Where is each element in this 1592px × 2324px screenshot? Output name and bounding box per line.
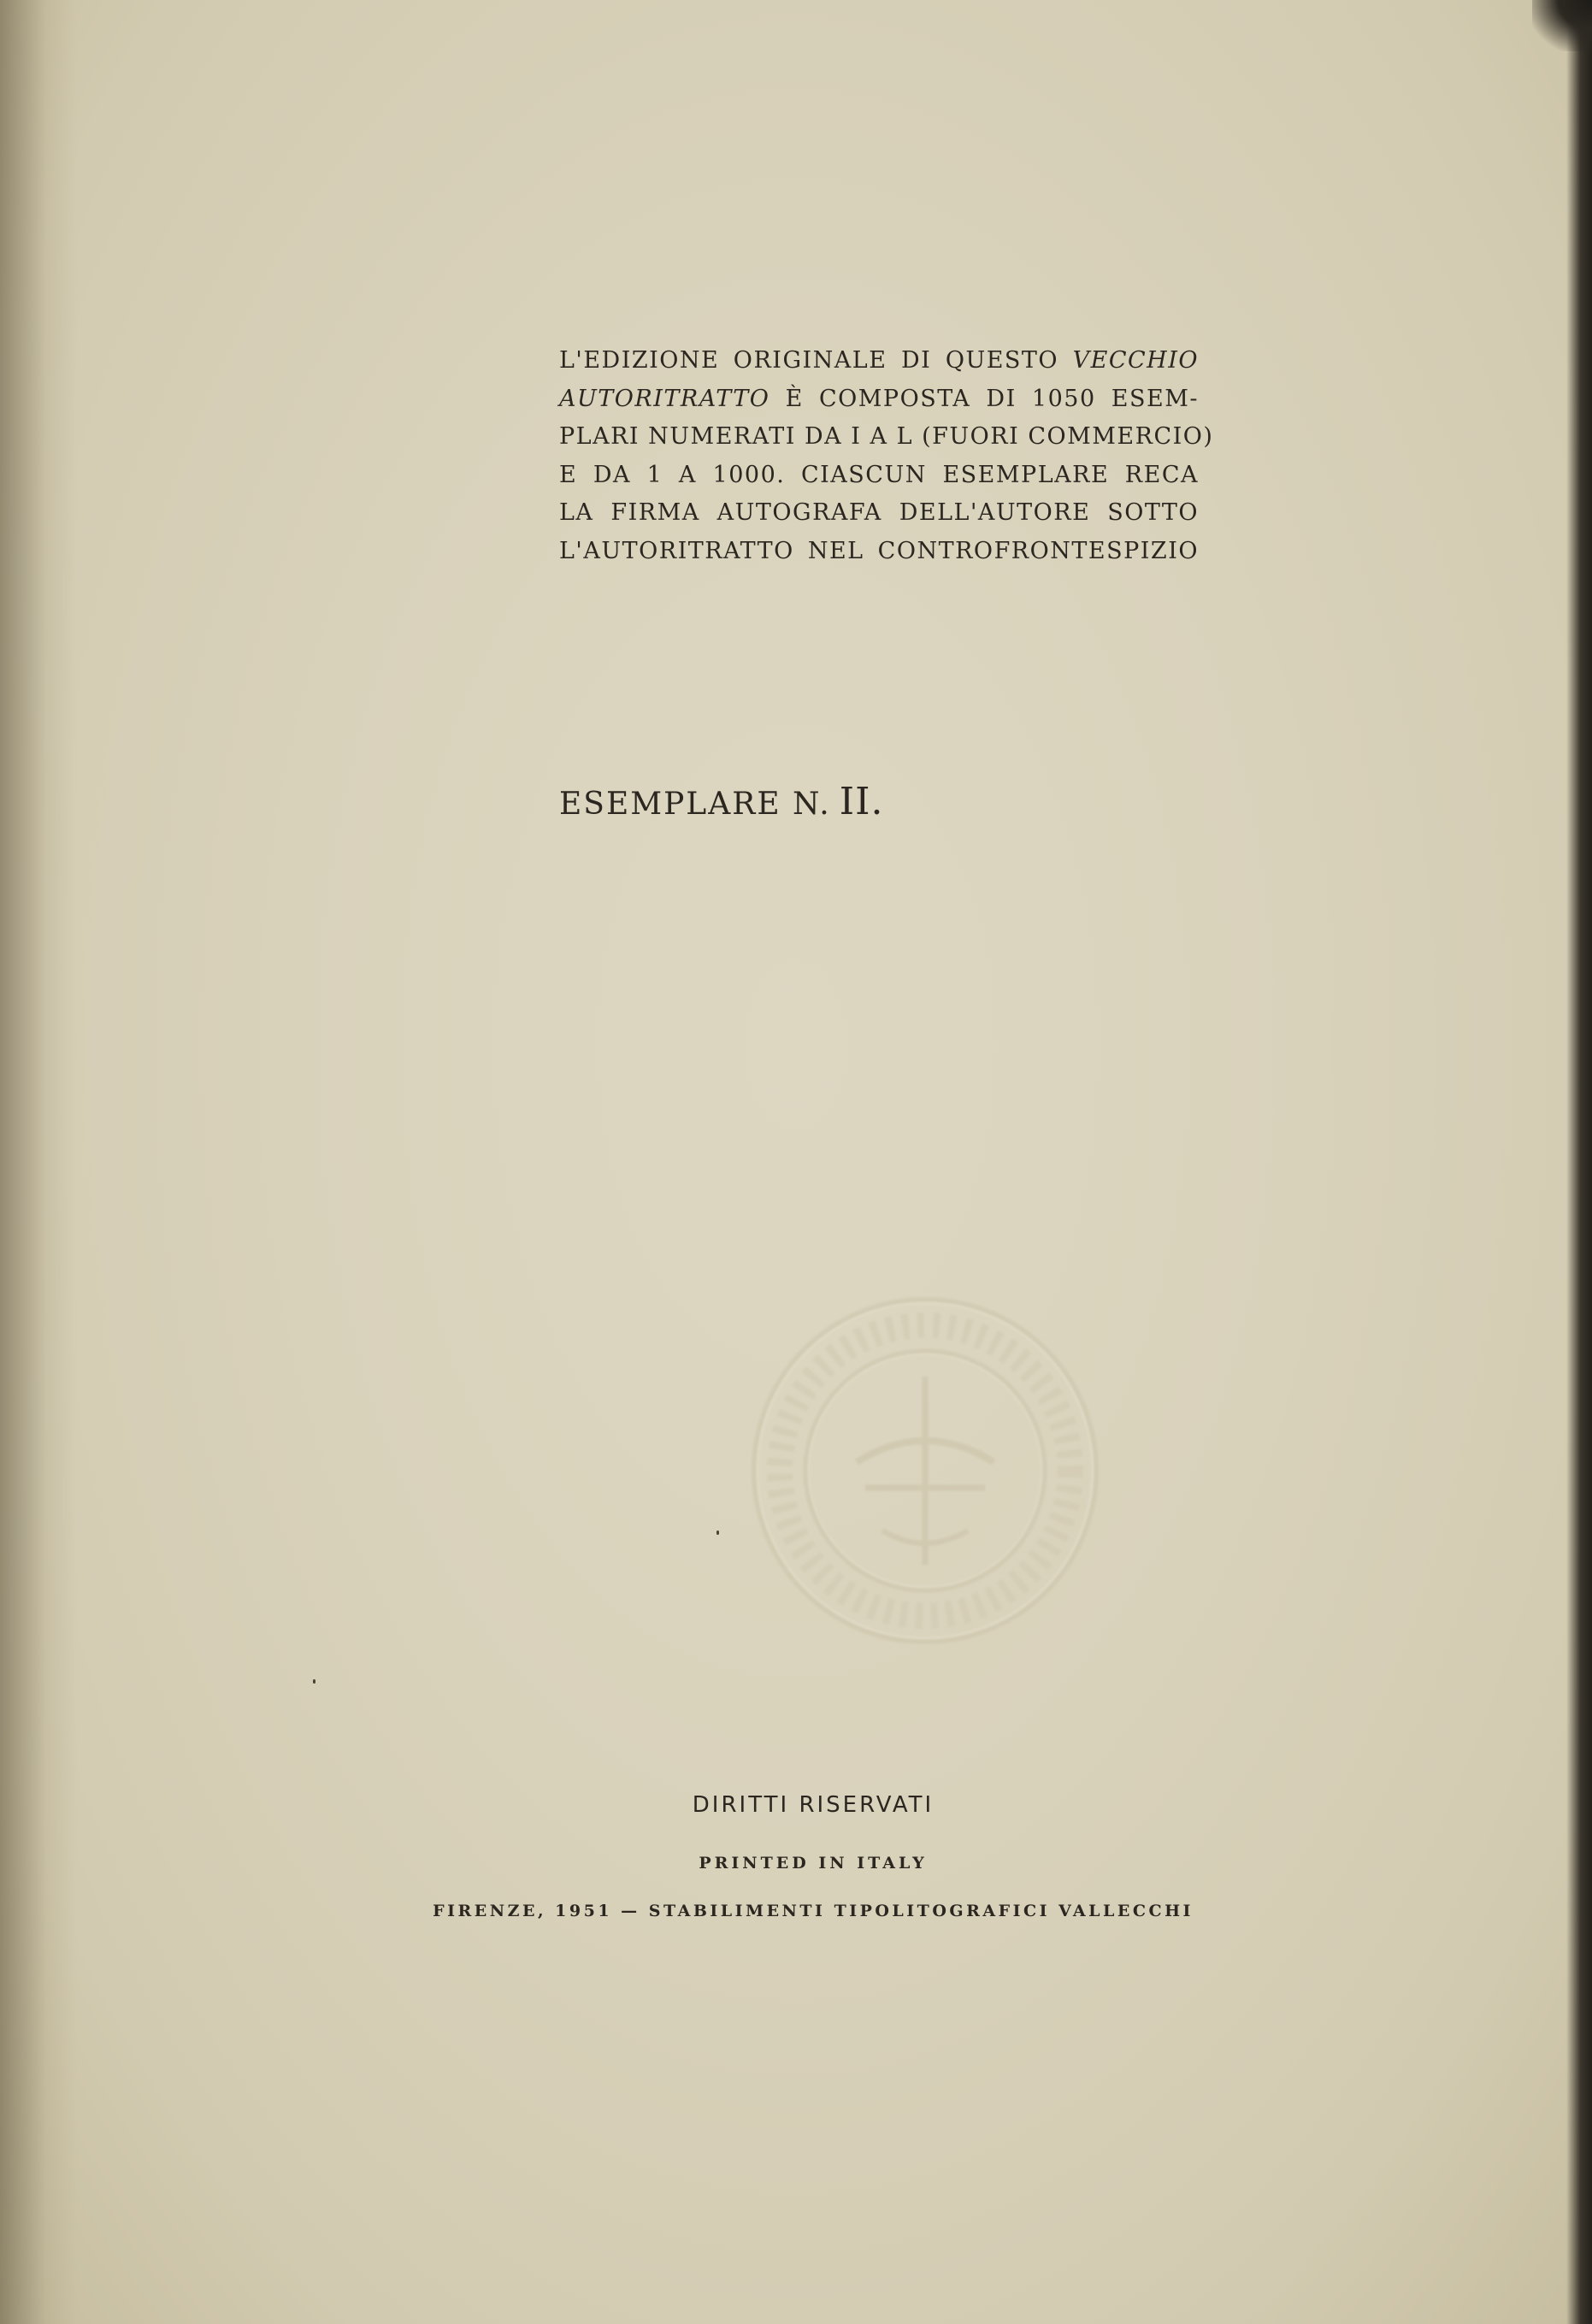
blind-embossed-seal (737, 1283, 1113, 1659)
book-corner-shadow (1532, 0, 1592, 51)
book-board-edge (1566, 0, 1592, 2324)
colophon-title-italic-2: AUTORITRATTO (559, 385, 770, 412)
copy-number-line (559, 780, 883, 823)
printed-in-italy: PRINTED IN ITALY (699, 1854, 928, 1873)
paper-speck (313, 1679, 315, 1684)
binding-shadow (0, 0, 77, 2324)
colophon-paragraph (559, 342, 1214, 570)
paper-speck (716, 1531, 719, 1535)
colophon-line-4: E DA 1 A 1000. CIASCUN ESEMPLARE RECA (559, 461, 1199, 488)
colophon-line-3: PLARI NUMERATI DA I A L (FUORI COMMERCIO) (559, 423, 1214, 450)
colophon-line-2 (559, 380, 1199, 419)
copy-number-value: II. (839, 780, 884, 823)
colophon-line-5: LA FIRMA AUTOGRAFA DELL'AUTORE SOTTO (559, 499, 1199, 526)
colophon-line-1-text: L'EDIZIONE ORIGINALE DI QUESTO (559, 347, 1059, 374)
colophon-title-italic-1: VECCHIO (1072, 347, 1199, 374)
colophon-line-6: L'AUTORITRATTO NEL CONTROFRONTESPIZIO (559, 537, 1199, 564)
colophon-line-2-text: È COMPOSTA DI 1050 ESEM- (785, 385, 1199, 412)
rights-reserved: DIRITTI RISERVATI (692, 1792, 935, 1818)
colophon-line-1 (559, 342, 1199, 380)
copy-number-label: ESEMPLARE N. (559, 787, 831, 822)
printer-imprint: FIRENZE, 1951 — STABILIMENTI TIPOLITOGRAFICI VALLECCHI (433, 1902, 1194, 1920)
